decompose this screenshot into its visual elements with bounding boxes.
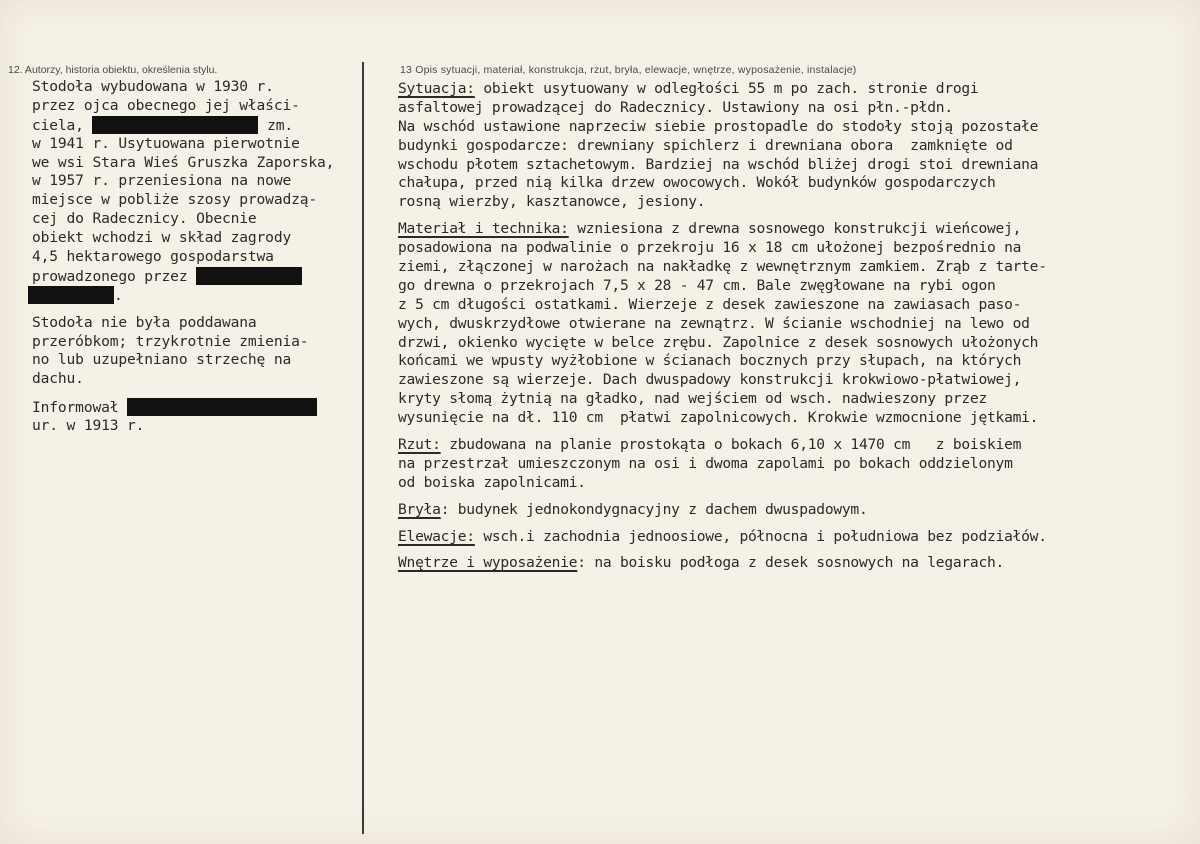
history-line: 4,5 hektarowego gospodarstwa (32, 248, 274, 266)
section-13-header: 13 Opis sytuacji, materiał, konstrukcja, rzut, bryła, elewacje, wnętrze, wyposażenie, instalacje) (400, 64, 857, 76)
history-line: cej do Radecznicy. Obecnie (32, 210, 257, 228)
redacted-name (92, 116, 258, 134)
section-material: Materiał i technika: wzniesiona z drewna sosnowego konstrukcji wieńcowej, posadowiona na podwalinie o przekroju 16 x 18 cm ułożonej bezpośrednio na ziemi, złączonej w narożach na nakładkę z wewnętrznym zamkiem. Zrąb z tarte- go drewna o przekrojach 7,5 x 28 - 47 cm. Bale zwęgłowane na rybi ogon z 5 cm długości ostatkami. Wierzeje z desek zawieszone na zawiasach paso- wych, dwuskrzydłowe otwierane na zewnątrz. W ścianie wschodniej na lewo od drzwi, okienko wycięte w belce zrębu. Zapolnice z desek sosnowych ułożonych końcami we wpusty wyżłobione w ścianach bocznych przy słupach, na których zawieszone są wierzeje. Dach dwuspadowy konstrukcji krokwiowo-płatwiowej, kryty słomą żytnią na gładko, nad wejściem od wsch. nadwieszony przez wysunięcie na dł. 110 cm płatwi zapolnicowych. Krokwie wzmocnione jętkami. (398, 220, 1047, 427)
history-line: dachu. (32, 370, 84, 388)
history-line: przeróbkom; trzykrotnie zmienia- (32, 332, 309, 350)
section-elewacje: Elewacje: wsch.i zachodnia jednoosiowe, północna i południowa bez podziałów. (398, 527, 1047, 545)
history-line: Stodoła nie była poddawana (32, 313, 257, 331)
section-label: Elewacje: (398, 527, 475, 545)
section-label: Rzut: (398, 436, 441, 454)
history-line: Informował (32, 398, 362, 417)
section-rzut: Rzut: zbudowana na planie prostokąta o bokach 6,10 x 1470 cm z boiskiem na przestrzał umieszczonym na osi i dwoma zapolami po bokach oddzielonym od boiska zapolnicami. (398, 436, 1022, 491)
history-line: prowadzonego przez (32, 267, 362, 286)
column-divider (362, 62, 364, 834)
history-line: w 1941 r. Usytuowana pierwotnie (32, 134, 300, 152)
section-sytuacja: Sytuacja: obiekt usytuowany w odległości 55 m po zach. stronie drogi asfaltowej prowadzącej do Radecznicy. Ustawiony na osi płn.-płdn. Na wschód ustawione naprzeciw siebie prostopadle do stodoły stoją pozostałe budynki gospodarcze: drewniany spichlerz i drewniana obora zamknięte od wschodu płotem sztachetowym. Bardziej na wschód bliżej drogi stoi drewniana chałupa, przed nią kilka drzew owocowych. Wokół budynków gospodarczych rosną wierzby, kasztanowce, jesiony. (398, 80, 1039, 211)
history-line: . (32, 286, 362, 305)
redacted-informant (127, 398, 317, 416)
history-line: miejsce w pobliże szosy prowadzą- (32, 191, 317, 209)
section-label: Bryła (398, 500, 441, 518)
redacted-name (28, 286, 114, 304)
description-column (398, 80, 1178, 581)
section-bryla: Bryła: budynek jednokondygnacyjny z dachem dwuspadowym. (398, 500, 868, 518)
section-12-header: 12. Autorzy, historia obiektu, określenia stylu. (8, 64, 218, 76)
history-column (32, 78, 362, 436)
history-line: no lub uzupełniano strzechę na (32, 351, 292, 369)
section-label: Sytuacja: (398, 80, 475, 97)
section-wnetrze: Wnętrze i wyposażenie: na boisku podłoga z desek sosnowych na legarach. (398, 554, 1005, 572)
history-line: przez ojca obecnego jej właści- (32, 96, 300, 114)
history-line: we wsi Stara Wieś Gruszka Zaporska, (32, 153, 335, 171)
section-label: Wnętrze i wyposażenie (398, 554, 578, 572)
history-line: Stodoła wybudowana w 1930 r. (32, 78, 274, 95)
history-line: ciela, zm. (32, 116, 294, 134)
section-label: Materiał i technika: (398, 220, 569, 238)
history-line: ur. w 1913 r. (32, 417, 145, 435)
history-line: obiekt wchodzi w skład zagrody (32, 229, 292, 247)
redacted-name (196, 267, 302, 285)
history-line: w 1957 r. przeniesiona na nowe (32, 172, 292, 190)
